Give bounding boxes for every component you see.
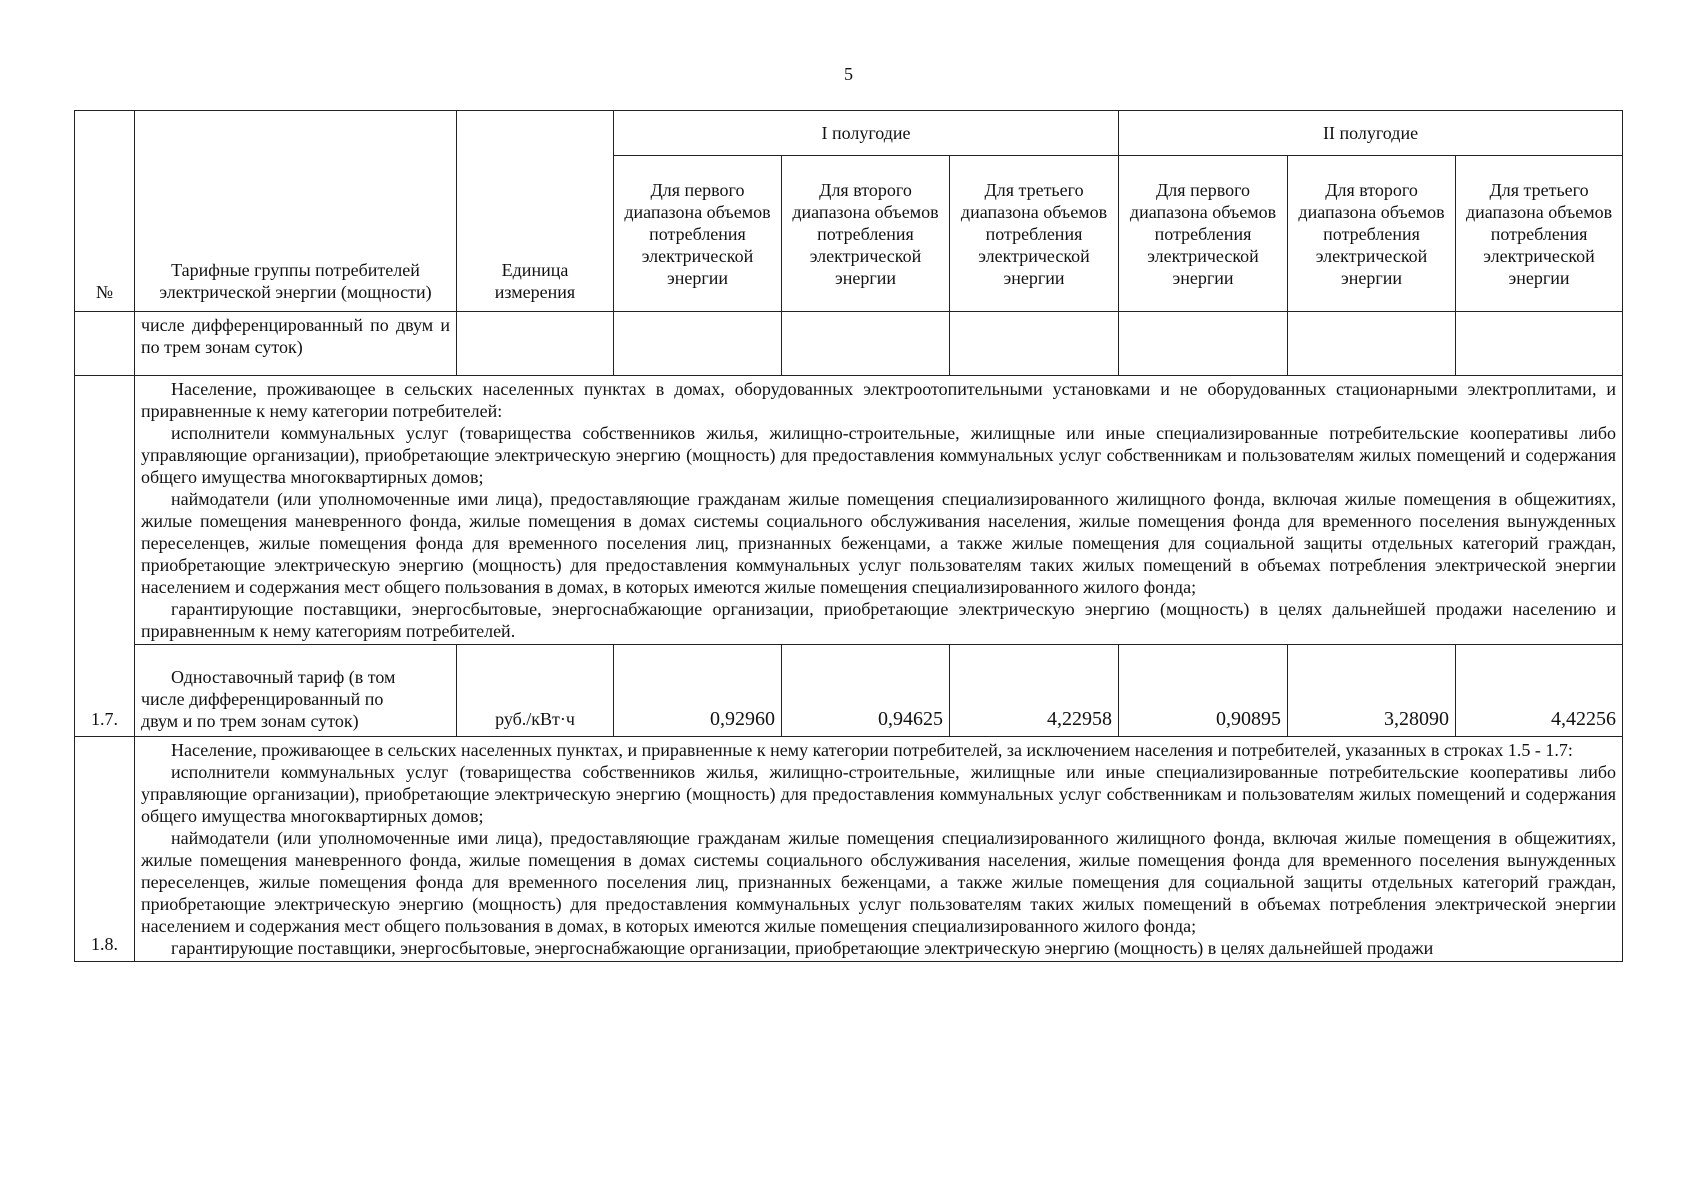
row-1-7-value-h1-r1: 0,92960 <box>614 645 782 737</box>
header-h1-range-3: Для третьего диапазона объемов потребления электрической энергии <box>950 156 1119 312</box>
continuation-row <box>75 312 1623 376</box>
tariff-table <box>74 110 1623 962</box>
row-1-7-tariff <box>75 645 1623 737</box>
continuation-number <box>75 312 135 376</box>
row-1-8-text <box>135 737 1623 962</box>
row-1-7-paragraph: гарантирующие поставщики, энергосбытовые, энергоснабжающие организации, приобретающие электрическую энергию (мощность) в целях дальнейшей продажи населению и приравненным к нему категориям потребителей. <box>141 599 1617 641</box>
row-1-7-paragraph: Население, проживающее в сельских населенных пунктах в домах, оборудованных электроотопительными установками и не оборудованных стационарными электроплитами, и приравненные к нему категории потребителей: <box>141 379 1617 421</box>
row-1-7-value-h2-r3: 4,42256 <box>1456 645 1623 737</box>
row-1-7-number: 1.7. <box>75 376 135 737</box>
row-1-7-tariff-name: Одноставочный тариф (в том числе дифференцированный по двум и по трем зонам суток) <box>135 645 457 737</box>
row-1-7-paragraph: наймодатели (или уполномоченные ими лица), предоставляющие гражданам жилые помещения специализированного жилищного фонда, включая жилые помещения в общежитиях, жилые помещения маневренного фонда, жилые помещения в домах системы социального обслуживания населения, жилые помещения фонда для временного поселения вынужденных переселенцев, жилые помещения фонда для временного поселения лиц, признанных беженцами, а также жилые помещения для социальной защиты отдельных категорий граждан, приобретающие электрическую энергию (мощность) для предоставления коммунальных услуг пользователям таких жилых помещений в объемах потребления электрической энергии населением и содержания мест общего пользования в домах, в которых имеются жилые помещения специализированного жилого фонда; <box>141 489 1617 597</box>
row-1-7-value-h1-r3: 4,22958 <box>950 645 1119 737</box>
continuation-text: числе дифференцированный по двум и по трем зонам суток) <box>135 312 457 376</box>
header-h2-range-3: Для третьего диапазона объемов потребления электрической энергии <box>1456 156 1623 312</box>
row-1-8-paragraph: наймодатели (или уполномоченные ими лица), предоставляющие гражданам жилые помещения специализированного жилищного фонда, включая жилые помещения в общежитиях, жилые помещения маневренного фонда, жилые помещения в домах системы социального обслуживания населения, жилые помещения фонда для временного поселения вынужденных переселенцев, жилые помещения фонда для временного поселения лиц, признанных беженцами, а также жилые помещения для социальной защиты отдельных категорий граждан, приобретающие электрическую энергию (мощность) для предоставления коммунальных услуг пользователям таких жилых помещений в объемах потребления электрической энергии населением и содержания мест общего пользования в домах, в которых имеются жилые помещения специализированного жилого фонда; <box>141 828 1617 936</box>
row-1-7-text <box>135 376 1623 645</box>
row-1-7-value-h2-r1: 0,90895 <box>1119 645 1288 737</box>
header-number: № <box>75 111 135 312</box>
row-1-7-unit: руб./кВт·ч <box>457 645 614 737</box>
page-number: 5 <box>844 64 853 84</box>
row-1-8-number: 1.8. <box>75 737 135 962</box>
row-1-8-paragraph: гарантирующие поставщики, энергосбытовые, энергоснабжающие организации, приобретающие электрическую энергию (мощность) в целях дальнейшей продажи <box>171 938 1434 958</box>
row-1-7-description <box>75 376 1623 645</box>
row-1-8-description <box>75 737 1623 962</box>
row-1-7-value-h2-r2: 3,28090 <box>1288 645 1456 737</box>
header-h2-range-2: Для второго диапазона объемов потребления электрической энергии <box>1288 156 1456 312</box>
header-half-1: I полугодие <box>614 111 1119 156</box>
header-h1-range-1: Для первого диапазона объемов потребления электрической энергии <box>614 156 782 312</box>
header-unit: Единица измерения <box>457 111 614 312</box>
row-1-7-value-h1-r2: 0,94625 <box>782 645 950 737</box>
header-half-2: II полугодие <box>1119 111 1623 156</box>
row-1-7-paragraph: исполнители коммунальных услуг (товарищества собственников жилья, жилищно-строительные, жилищные или иные специализированные потребительские кооперативы либо управляющие организации), приобретающие электрическую энергию (мощность) для предоставления коммунальных услуг собственникам и пользователям жилых помещений и содержания общего имущества многоквартирных домов; <box>141 423 1617 487</box>
header-h1-range-2: Для второго диапазона объемов потребления электрической энергии <box>782 156 950 312</box>
header-h2-range-1: Для первого диапазона объемов потребления электрической энергии <box>1119 156 1288 312</box>
row-1-8-paragraph: исполнители коммунальных услуг (товарищества собственников жилья, жилищно-строительные, жилищные или иные специализированные потребительские кооперативы либо управляющие организации), приобретающие электрическую энергию (мощность) для предоставления коммунальных услуг собственникам и пользователям жилых помещений и содержания общего имущества многоквартирных домов; <box>141 762 1617 826</box>
header-tariff-group: Тарифные группы потребителей электрической энергии (мощности) <box>135 111 457 312</box>
header-row-halves <box>75 111 1623 156</box>
row-1-8-paragraph: Население, проживающее в сельских населенных пунктах, и приравненные к нему категории потребителей, за исключением населения и потребителей, указанных в строках 1.5 - 1.7: <box>171 740 1573 760</box>
